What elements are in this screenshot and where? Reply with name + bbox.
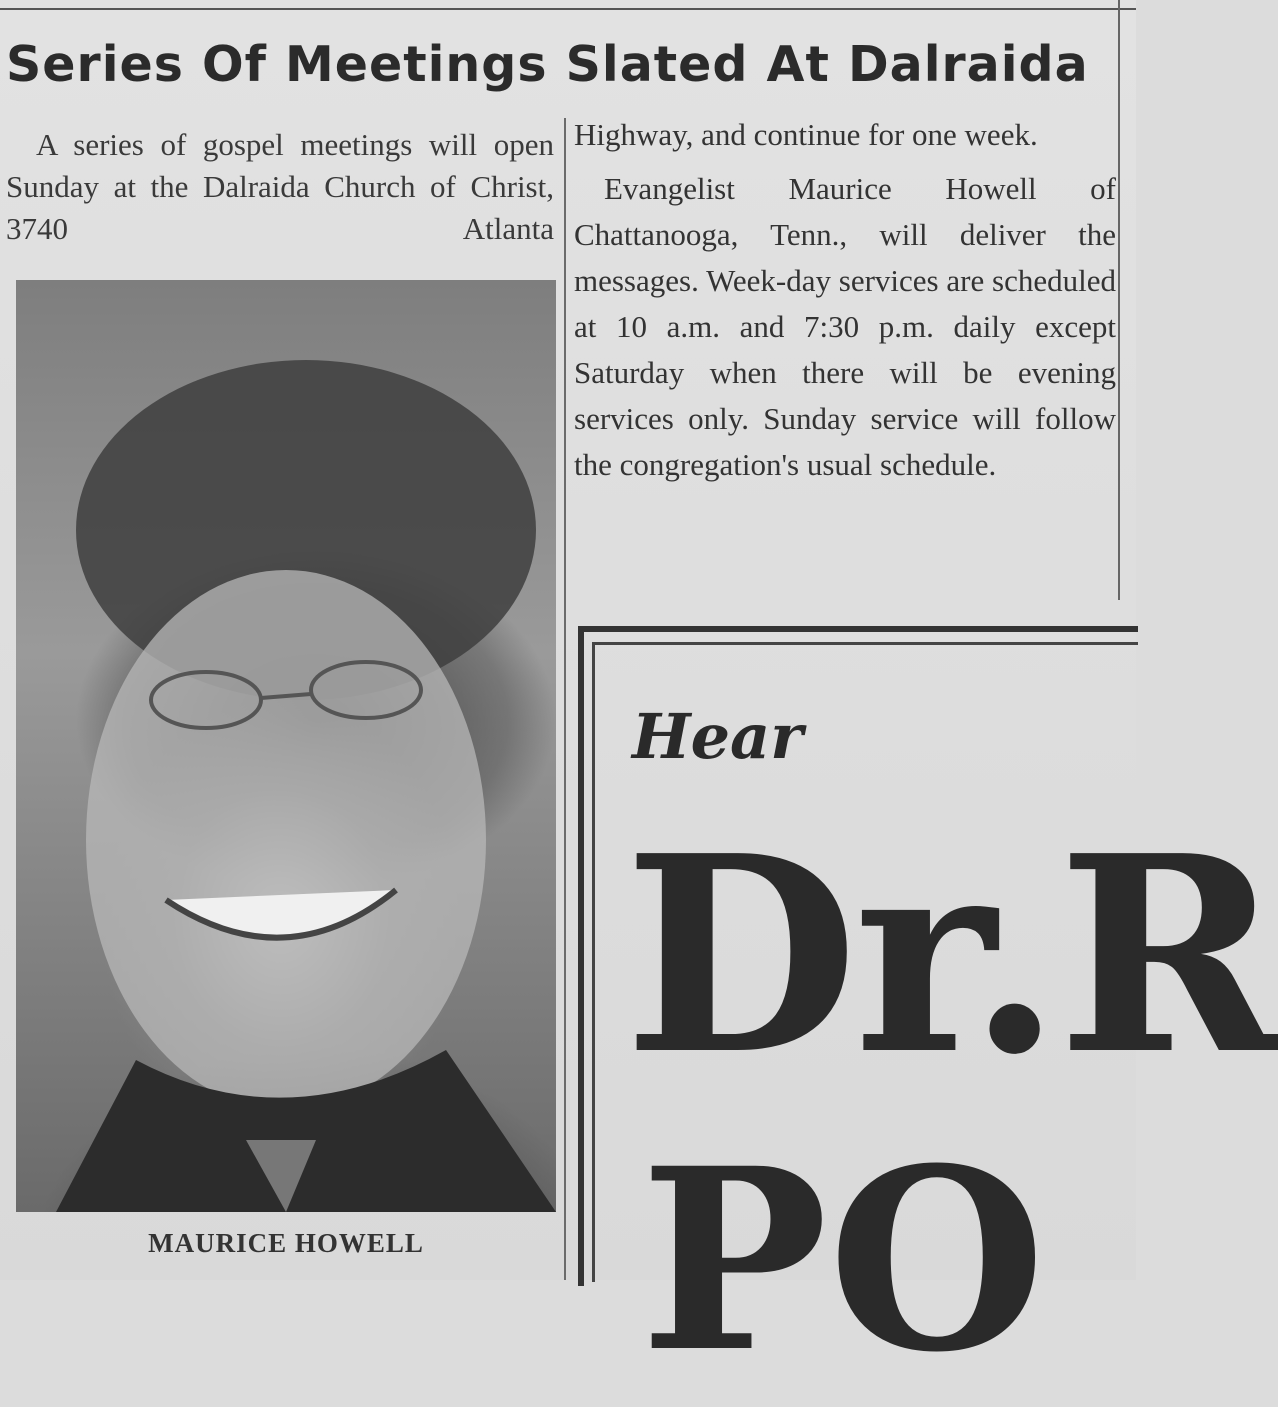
ad-name-line-2: PO <box>640 1113 1046 1407</box>
article-headline: Series Of Meetings Slated At Dalraida <box>6 36 1089 93</box>
article-paragraph-1: A series of gospel meetings will open Sunday at the Dalraida Church of Christ, 3740 Atlanta <box>6 127 554 246</box>
photo-caption: MAURICE HOWELL <box>148 1228 424 1258</box>
ad-hear-text: Hear <box>632 700 803 773</box>
ad-name-line-1: Dr.R <box>624 796 1278 1114</box>
article-paragraph-2: Evangelist Maurice Howell of Chattanooga, Tenn., will deliver the messages. Week-day services are scheduled at 10 a.m. and 7:30 p.m. daily except Saturday when there will be evening services only. Sunday service will follow the congregation's usual schedule. <box>574 171 1116 482</box>
article-paragraph-1-continued: Highway, and continue for one week. <box>574 117 1038 152</box>
